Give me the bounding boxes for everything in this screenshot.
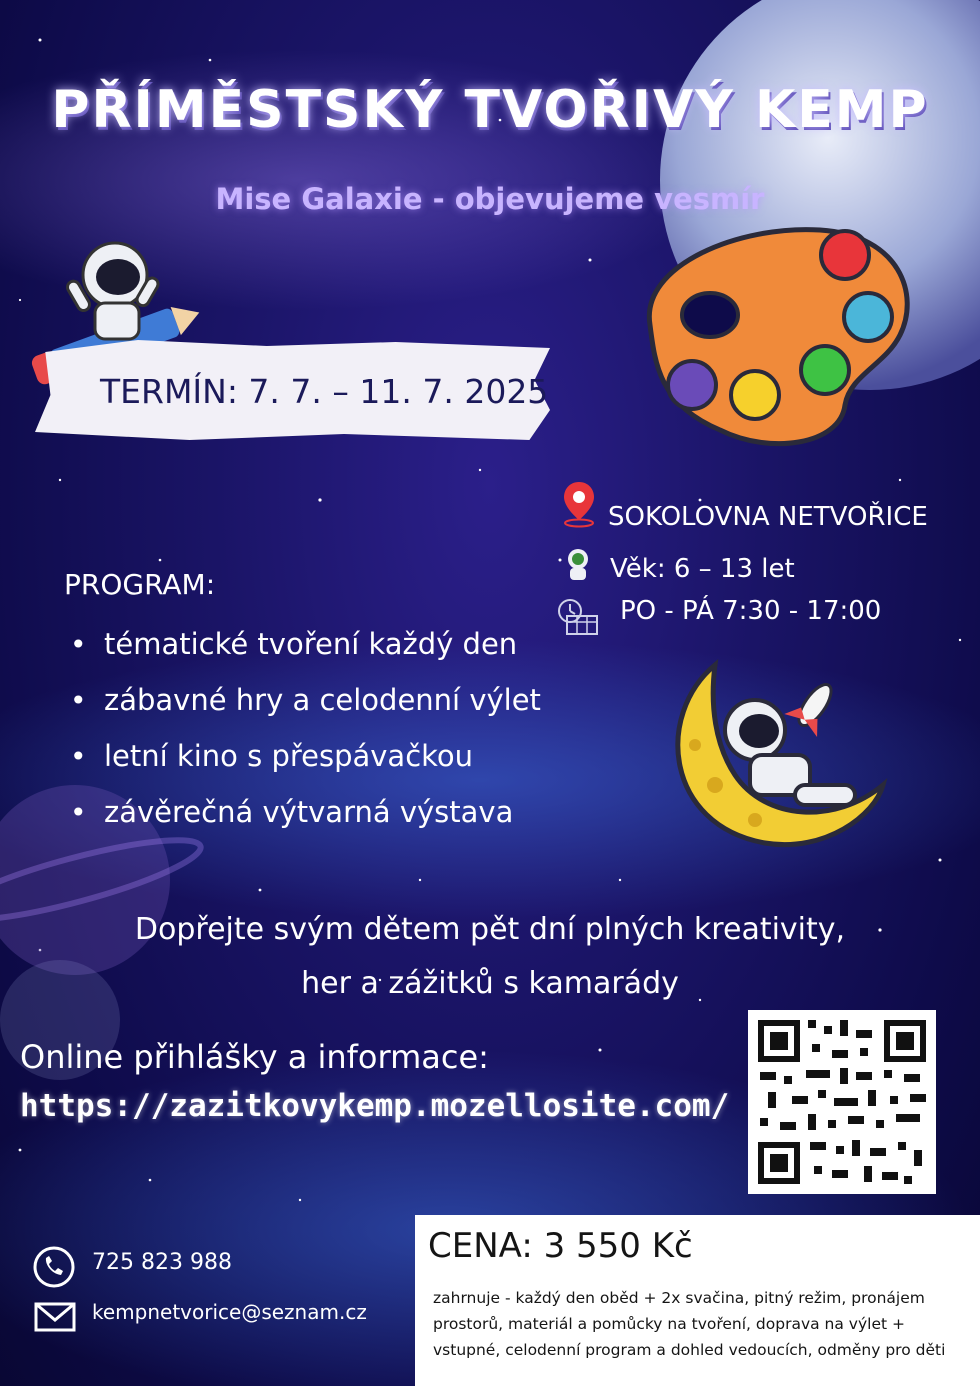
price-description: zahrnuje - každý den oběd + 2x svačina, pitný režim, pronájem prostorů, materiál a pomůcky na tvoření, doprava na výlet + vstupné, celodenní program a dohled vedoucích, odměny pro děti	[433, 1289, 946, 1359]
tagline-line2: her a zážitků s kamarády	[301, 966, 679, 1001]
paint-palette-icon	[620, 205, 920, 455]
program-item: • letní kino s přespávačkou	[70, 730, 541, 786]
hours-text: PO - PÁ 7:30 - 17:00	[620, 596, 882, 626]
price-label: CENA: 3 550 Kč	[428, 1226, 693, 1266]
email-address[interactable]: kempnetvorice@seznam.cz	[92, 1300, 367, 1324]
child-astronaut-icon	[562, 548, 594, 582]
location-pin-icon	[562, 480, 596, 528]
program-item: • zábavné hry a celodenní výlet	[70, 674, 541, 730]
registration-link[interactable]: https://zazitkovykemp.mozellosite.com/	[20, 1088, 730, 1124]
location-text: SOKOLOVNA NETVOŘICE	[608, 502, 928, 532]
program-item: • tématické tvoření každý den	[70, 618, 541, 674]
phone-icon	[32, 1245, 76, 1289]
qr-code-icon	[748, 1010, 936, 1194]
page-subtitle: Mise Galaxie - objevujeme vesmír	[215, 182, 765, 216]
program-heading: PROGRAM:	[64, 568, 216, 601]
qr-code[interactable]	[748, 1010, 936, 1194]
term-text: TERMÍN: 7. 7. – 11. 7. 2025	[100, 372, 549, 411]
tagline-line1: Dopřejte svým dětem pět dní plných kreativity,	[134, 912, 846, 947]
astronaut-moon-icon	[655, 655, 895, 855]
age-text: Věk: 6 – 13 let	[610, 554, 795, 584]
clock-calendar-icon	[557, 598, 599, 636]
page-title: PŘÍMĚSTSKÝ TVOŘIVÝ KEMP	[51, 80, 929, 140]
online-heading: Online přihlášky a informace:	[20, 1038, 489, 1076]
phone-number[interactable]: 725 823 988	[92, 1250, 232, 1275]
email-icon	[34, 1302, 76, 1332]
program-list	[70, 618, 541, 842]
program-item: • závěrečná výtvarná výstava	[70, 786, 541, 842]
